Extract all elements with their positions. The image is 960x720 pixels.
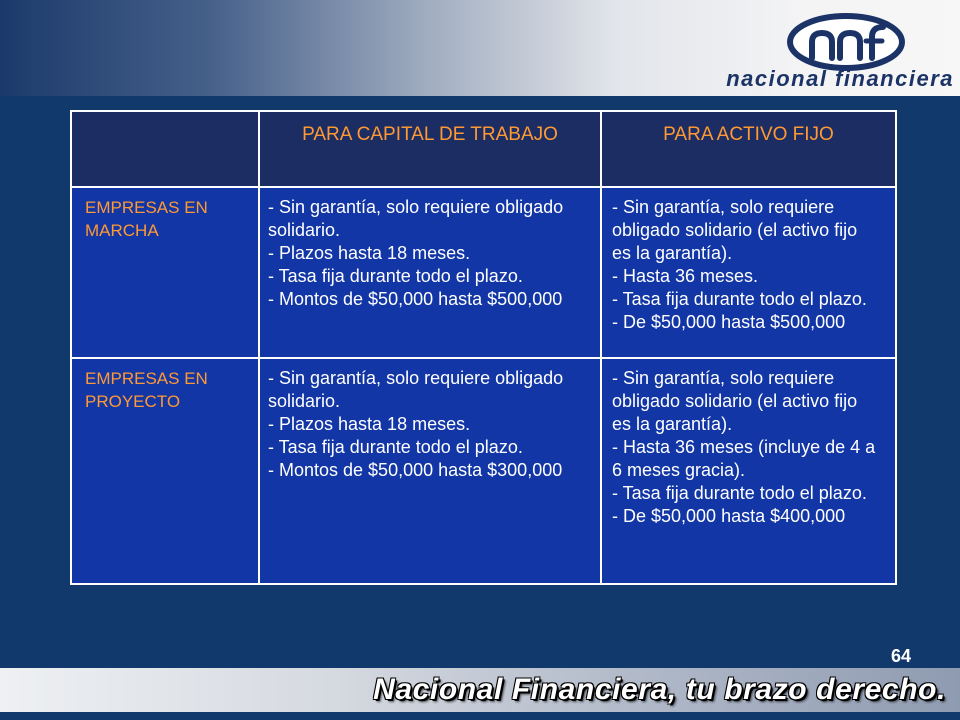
row-label: EMPRESAS EN MARCHA [85, 198, 208, 240]
cell-text-line: obligado solidario (el activo fijo [612, 220, 858, 240]
cell-text-line: - Tasa fija durante todo el plazo. [268, 437, 523, 457]
row-label: EMPRESAS EN PROYECTO [85, 369, 208, 411]
row-label-cell [71, 187, 259, 358]
cell-text-block [602, 359, 895, 528]
cell-activo-fijo [601, 358, 896, 584]
cell-text-line: - De $50,000 hasta $500,000 [612, 312, 846, 332]
cell-text-line: - Hasta 36 meses. [612, 266, 759, 286]
cell-text-block [260, 359, 600, 482]
cell-text-block [602, 188, 895, 334]
cell-text-line: - Sin garantía, solo requiere [612, 197, 835, 217]
cell-text-line: - De $50,000 hasta $400,000 [612, 506, 846, 526]
cell-text-line: - Tasa fija durante todo el plazo. [268, 266, 523, 286]
cell-text-line: - Sin garantía, solo requiere [612, 368, 835, 388]
row-label-cell [71, 358, 259, 584]
logo-wordmark: nacional financiera [726, 66, 954, 91]
cell-activo-fijo [601, 187, 896, 358]
cell-text-line: - Hasta 36 meses (incluye de 4 a [612, 437, 876, 457]
nafin-logo-icon [784, 12, 908, 72]
cell-text-line: solidario. [268, 220, 341, 240]
cell-text-line: solidario. [268, 391, 341, 411]
table-row-empresas-en-marcha [71, 187, 896, 358]
header-label-capital-trabajo: PARA CAPITAL DE TRABAJO [302, 124, 558, 145]
cell-text-line: - Tasa fija durante todo el plazo. [612, 289, 867, 309]
cell-text-line: - Sin garantía, solo requiere obligado [268, 197, 564, 217]
header-cell-capital-trabajo [259, 111, 601, 187]
table-row-empresas-en-proyecto [71, 358, 896, 584]
cell-text-line: - Plazos hasta 18 meses. [268, 243, 471, 263]
header-cell-activo-fijo [601, 111, 896, 187]
cell-text-line: - Sin garantía, solo requiere obligado [268, 368, 564, 388]
table-header-row [71, 111, 896, 187]
cell-text-line: - Montos de $50,000 hasta $500,000 [268, 289, 563, 309]
cell-text-line: - Tasa fija durante todo el plazo. [612, 483, 867, 503]
cell-text-line: 6 meses gracia). [612, 460, 746, 480]
cell-text-line: es la garantía). [612, 414, 733, 434]
header-label-activo-fijo: PARA ACTIVO FIJO [663, 124, 834, 145]
cell-text-block [260, 188, 600, 311]
header-cell-empty [71, 111, 259, 187]
footer-tagline: Nacional Financiera, tu brazo derecho. [373, 673, 946, 706]
credit-conditions-table [70, 110, 897, 585]
page-number: 64 [891, 646, 912, 666]
cell-text-line: - Plazos hasta 18 meses. [268, 414, 471, 434]
cell-text-line: obligado solidario (el activo fijo [612, 391, 858, 411]
cell-capital-trabajo [259, 187, 601, 358]
cell-text-line: - Montos de $50,000 hasta $300,000 [268, 460, 563, 480]
cell-text-line: es la garantía). [612, 243, 733, 263]
cell-capital-trabajo [259, 358, 601, 584]
